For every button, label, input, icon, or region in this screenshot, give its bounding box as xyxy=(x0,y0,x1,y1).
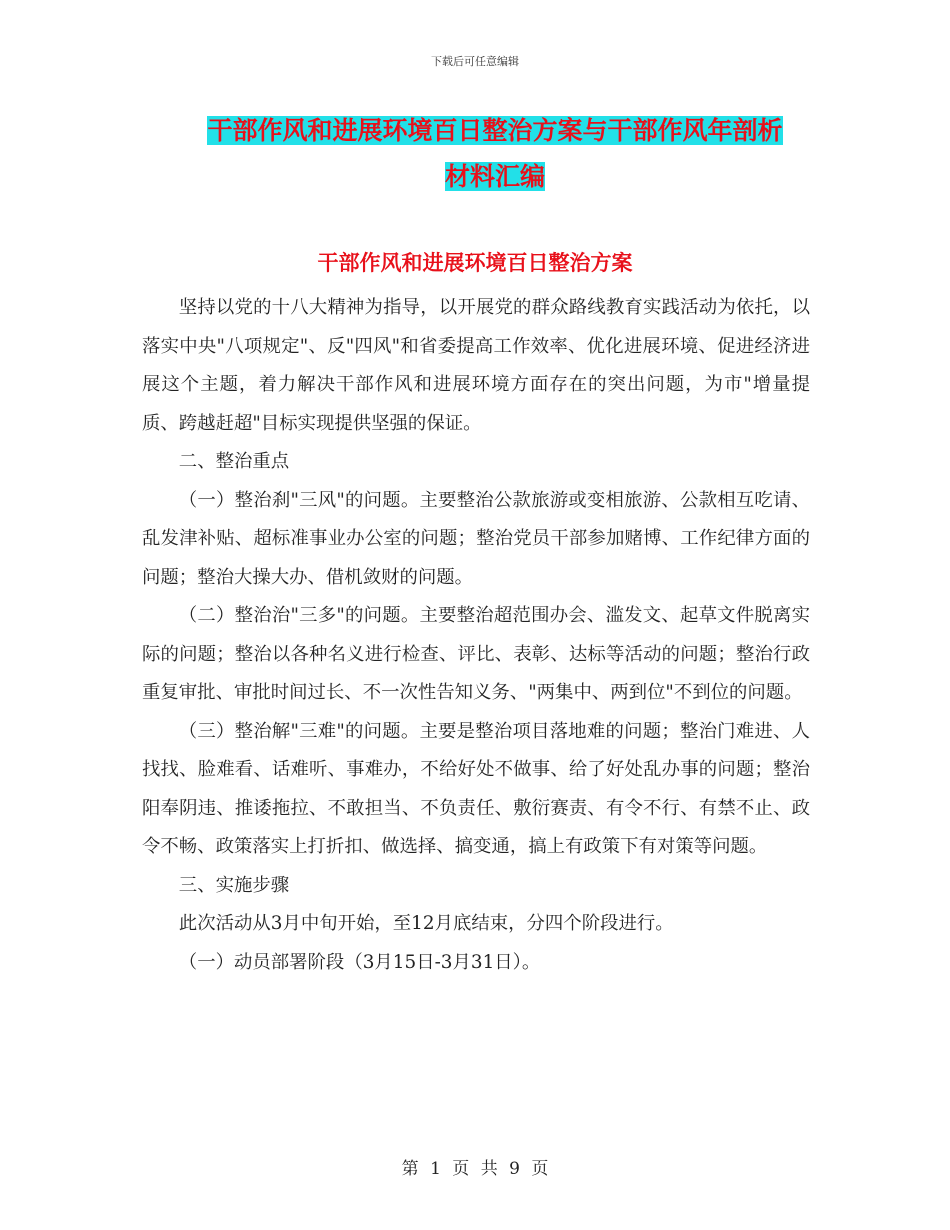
paragraph-step-1: （一）动员部署阶段（3月15日-3月31日）。 xyxy=(178,951,541,973)
document-body xyxy=(142,289,810,982)
main-title xyxy=(150,108,840,200)
heading-focus: 二、整治重点 xyxy=(178,451,290,472)
paragraph-item-2: （二）整治治"三多"的问题。主要整治超范围办会、滥发文、起草文件脱离实际的问题；整治以各种名义进行检查、评比、表彰、达标等活动的问题；整治行政重复审批、审批时间过长、不一次性告知义务、"两集中、两到位"不到位的问题。 xyxy=(142,605,810,703)
paragraph-item-3: （三）整治解"三难"的问题。主要是整治项目落地难的问题；整治门难进、人找找、脸难看、话难听、事难办，不给好处不做事、给了好处乱办事的问题；整治阳奉阴违、推诿拖拉、不敢担当、不负责任、敷衍赛责、有令不行、有禁不止、政令不畅、政策落实上打折扣、做选择、搞变通，搞上有政策下有对策等问题。 xyxy=(142,720,810,857)
header-note: 下载后可任意编辑 xyxy=(431,55,519,68)
main-title-line1: 干部作风和进展环境百日整治方案与干部作风年剖析 xyxy=(207,116,783,145)
paragraph-steps-intro: 此次活动从3月中旬开始，至12月底结束，分四个阶段进行。 xyxy=(178,913,674,934)
main-title-line2: 材料汇编 xyxy=(444,162,545,191)
heading-steps: 三、实施步骤 xyxy=(178,874,290,896)
intro-paragraph: 坚持以党的十八大精神为指导，以开展党的群众路线教育实践活动为依托，以落实中央"八项规定"、反"四风"和省委提高工作效率、优化进展环境、促进经济进展这个主题，着力解决干部作风和进展环境方面存在的突出问题，为市"增量提质、跨越赶超"目标实现提供坚强的保证。 xyxy=(142,297,810,434)
section-title: 干部作风和进展环境百日整治方案 xyxy=(317,251,633,275)
paragraph-item-1: （一）整治刹"三风"的问题。主要整治公款旅游或变相旅游、公款相互吃请、乱发津补贴、超标准事业办公室的问题；整治党员干部参加赌博、工作纪律方面的问题；整治大操大办、借机敛财的问题。 xyxy=(142,489,810,588)
page-footer: 第 1 页 共 9 页 xyxy=(401,1159,549,1179)
